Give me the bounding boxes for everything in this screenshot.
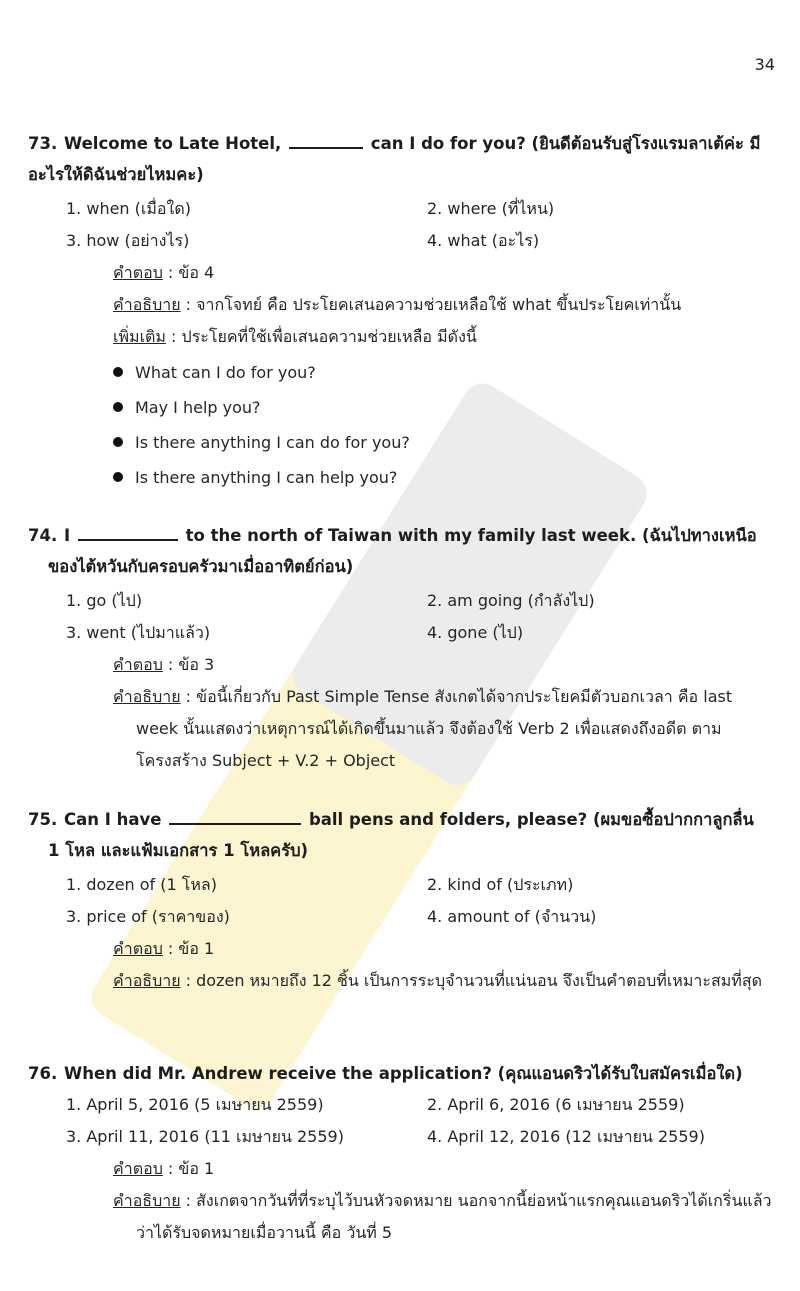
list-item-text: Is there anything I can do for you?: [135, 433, 410, 452]
option-1: 1. go (ไป): [66, 591, 143, 610]
answer-blank: [169, 805, 301, 825]
stem-text: อะไรให้ดิฉันช่วยไหมคะ): [28, 165, 204, 184]
explanation: [113, 965, 772, 997]
stem-text: I: [64, 526, 71, 545]
question-stem: [28, 128, 778, 190]
answer-blank: [289, 129, 363, 149]
option-3: 3. how (อย่างไร): [66, 231, 190, 250]
answer-value: : ข้อ 1: [162, 939, 215, 958]
explanation-text: : dozen หมายถึง 12 ชิ้น เป็นการระบุจำนวนที่แน่นอน จึงเป็นคำตอบที่เหมาะสมที่สุด: [180, 971, 762, 990]
option-1: 1. when (เมื่อใด): [66, 199, 191, 218]
option-4: 4. gone (ไป): [427, 623, 524, 642]
option-2: 2. where (ที่ไหน): [427, 199, 555, 218]
list-item-text: What can I do for you?: [135, 363, 316, 382]
question-stem: [28, 1058, 778, 1089]
phrase-list: [0, 355, 800, 495]
option-1: 1. dozen of (1 โหล): [66, 875, 217, 894]
answer-value: : ข้อ 1: [162, 1159, 215, 1178]
bullet-icon: [113, 367, 123, 377]
list-item-text: Is there anything I can help you?: [135, 468, 398, 487]
answer-value: : ข้อ 3: [162, 655, 215, 674]
answer-label: คำตอบ: [113, 263, 163, 282]
question-stem: [28, 520, 778, 582]
question-74: [0, 520, 800, 777]
explanation-label: คำอธิบาย: [113, 1191, 181, 1210]
options: [0, 869, 800, 933]
list-item: [0, 460, 800, 495]
more-text: : ประโยคที่ใช้เพื่อเสนอความช่วยเหลือ มีดังนี้: [165, 327, 477, 346]
stem-text: to the north of Taiwan with my family last week. (ฉันไปทางเหนือ: [185, 526, 757, 545]
answer-value: : ข้อ 4: [162, 263, 215, 282]
option-4: 4. April 12, 2016 (12 เมษายน 2559): [427, 1127, 705, 1146]
question-stem: [28, 804, 778, 866]
answer-line: [113, 649, 800, 681]
answer-label: คำตอบ: [113, 655, 163, 674]
explanation-label: คำอธิบาย: [113, 295, 181, 314]
explanation-text: : จากโจทย์ คือ ประโยคเสนอความช่วยเหลือใช้ what ขึ้นประโยคเท่านั้น: [180, 295, 682, 314]
explanation: [113, 1185, 772, 1249]
list-item: [0, 425, 800, 460]
answer-label: คำตอบ: [113, 1159, 163, 1178]
stem-text: ของไต้หวันกับครอบครัวมาเมื่ออาทิตย์ก่อน): [48, 557, 354, 576]
question-76: [0, 1058, 800, 1249]
list-item-text: May I help you?: [135, 398, 261, 417]
question-number: 74.: [28, 526, 58, 545]
question-75: [0, 804, 800, 997]
answer-label: คำตอบ: [113, 939, 163, 958]
explanation: [113, 289, 772, 321]
page-number: 34: [754, 55, 775, 74]
option-3: 3. April 11, 2016 (11 เมษายน 2559): [66, 1127, 344, 1146]
bullet-icon: [113, 472, 123, 482]
options: [0, 1089, 800, 1153]
bullet-icon: [113, 402, 123, 412]
more-info: [113, 321, 772, 353]
question-number: 76.: [28, 1064, 58, 1083]
option-2: 2. April 6, 2016 (6 เมษายน 2559): [427, 1095, 685, 1114]
answer-line: [113, 1153, 800, 1185]
answer-blank: [78, 521, 178, 541]
question-number: 73.: [28, 134, 58, 153]
stem-text: Welcome to Late Hotel,: [64, 134, 282, 153]
option-4: 4. amount of (จำนวน): [427, 907, 597, 926]
options: [0, 193, 800, 257]
list-item: [0, 390, 800, 425]
explanation-label: คำอธิบาย: [113, 971, 181, 990]
option-2: 2. am going (กำลังไป): [427, 591, 595, 610]
question-73: [0, 128, 800, 495]
question-number: 75.: [28, 810, 58, 829]
option-1: 1. April 5, 2016 (5 เมษายน 2559): [66, 1095, 324, 1114]
answer-line: [113, 933, 800, 965]
explanation-text: : สังเกตจากวันที่ที่ระบุไว้บนหัวจดหมาย นอกจากนี้ย่อหน้าแรกคุณแอนดริวได้เกริ่นแล้วว่าได้รับจดหมายเมื่อวานนี้ คือ วันที่ 5: [136, 1191, 772, 1242]
options: [0, 585, 800, 649]
stem-text: Can I have: [64, 810, 162, 829]
stem-text: ball pens and folders, please? (ผมขอซื้อปากกาลูกลื่น: [308, 810, 754, 829]
stem-text: can I do for you? (ยินดีต้อนรับสู่โรงแรมลาเต้ค่ะ มี: [370, 134, 761, 153]
option-4: 4. what (อะไร): [427, 231, 540, 250]
stem-text: When did Mr. Andrew receive the application? (คุณแอนดริวได้รับใบสมัครเมื่อใด): [64, 1064, 743, 1083]
explanation-label: คำอธิบาย: [113, 687, 181, 706]
more-label: เพิ่มเติม: [113, 327, 166, 346]
option-3: 3. went (ไปมาแล้ว): [66, 623, 211, 642]
option-2: 2. kind of (ประเภท): [427, 875, 574, 894]
list-item: [0, 355, 800, 390]
stem-text: 1 โหล และแฟ้มเอกสาร 1 โหลครับ): [48, 841, 309, 860]
answer-line: [113, 257, 800, 289]
bullet-icon: [113, 437, 123, 447]
explanation: [113, 681, 772, 777]
explanation-text: : ข้อนี้เกี่ยวกับ Past Simple Tense สังเกตได้จากประโยคมีตัวบอกเวลา คือ last week นั้นแสดงว่าเหตุการณ์ได้เกิดขึ้นมาแล้ว จึงต้องใช้ Verb 2 เพื่อแสดงถึงอดีต ตามโครงสร้าง Subject + V.2 + Object: [136, 687, 733, 770]
option-3: 3. price of (ราคาของ): [66, 907, 230, 926]
